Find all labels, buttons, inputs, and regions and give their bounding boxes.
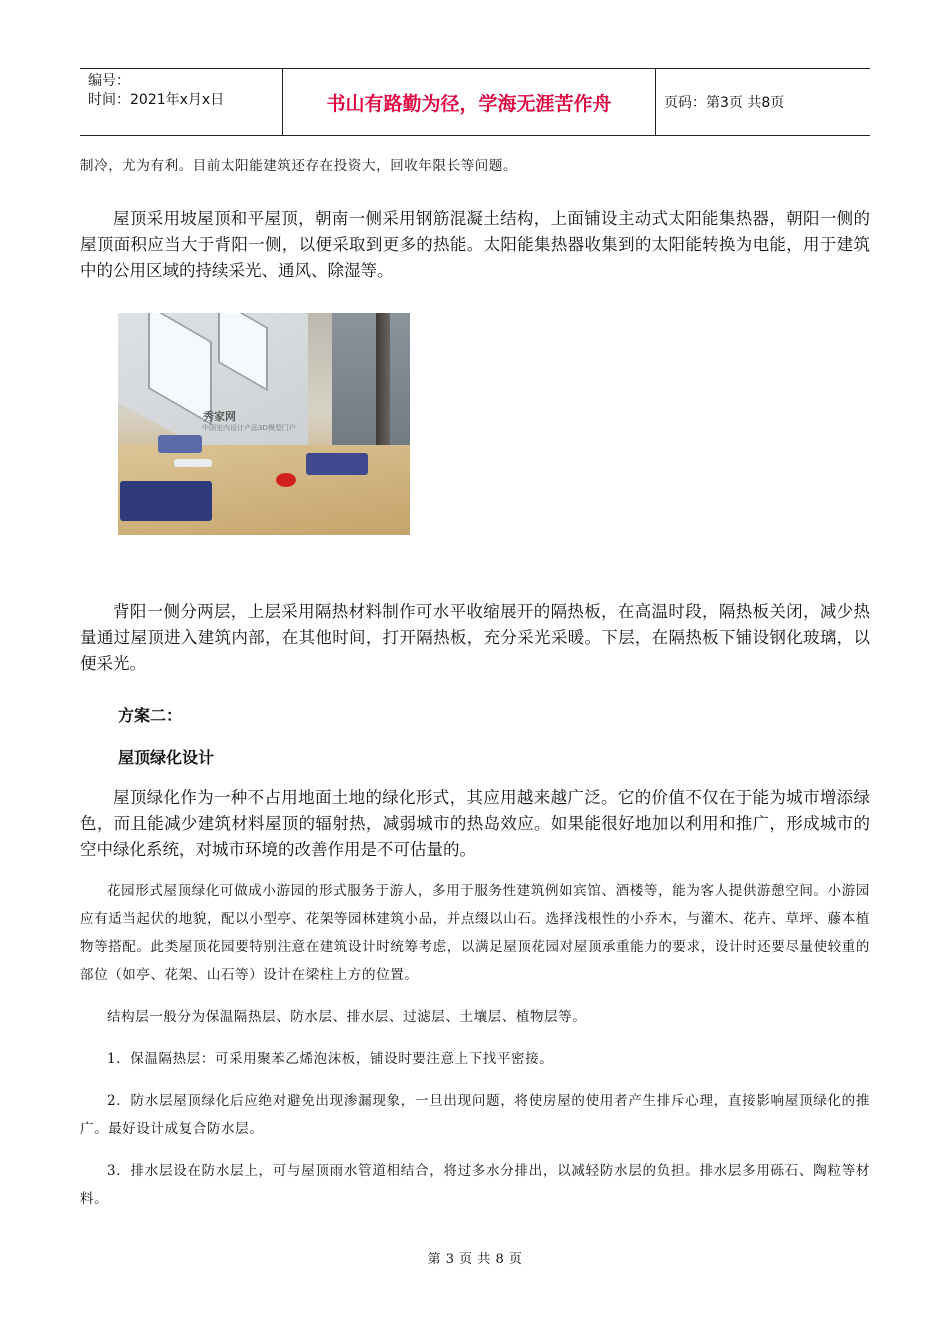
heading-plan-two: 方案二：: [118, 706, 183, 725]
heading-roof-greening: 屋顶绿化设计: [118, 748, 215, 767]
header-motto: 书山有路勤为径，学海无涯苦作舟: [283, 69, 656, 135]
paragraph-2: 屋顶采用坡屋顶和平屋顶，朝南一侧采用钢筋混凝土结构，上面铺设主动式太阳能集热器，朝阳一侧的屋顶面积应当大于背阳一侧，以便采取到更多的热能。太阳能集热器收集到的太阳能转换为电能，用于建筑中的公用区域的持续采光、通风、除湿等。: [80, 209, 870, 280]
header-meta: [80, 69, 283, 135]
paragraph-8: 2．防水层屋顶绿化后应绝对避免出现渗漏现象，一旦出现问题，将使房屋的使用者产生排斥心理，直接影响屋顶绿化的推广。最好设计成复合防水层。: [80, 1093, 870, 1137]
document-body: [80, 152, 870, 1213]
paragraph-3: 背阳一侧分两层，上层采用隔热材料制作可水平收缩展开的隔热板，在高温时段，隔热板关闭，减少热量通过屋顶进入建筑内部，在其他时间，打开隔热板，充分采光采暖。下层，在隔热板下铺设钢化玻璃，以便采光。: [80, 602, 870, 673]
page-footer: 第 3 页 共 8 页: [427, 1252, 523, 1267]
page-header: [80, 68, 870, 136]
paragraph-5: 花园形式屋顶绿化可做成小游园的形式服务于游人，多用于服务性建筑例如宾馆、酒楼等，能为客人提供游憩空间。小游园应有适当起伏的地貌，配以小型亭、花架等园林建筑小品，并点缀以山石。选择浅根性的小乔木，与灌木、花卉、草坪、藤本植物等搭配。此类屋顶花园要特别注意在建筑设计时统筹考虑，以满足屋顶花园对屋顶承重能力的要求，设计时还要尽量使较重的部位（如亭、花架、山石等）设计在梁柱上方的位置。: [80, 883, 870, 983]
image-watermark-sub: 中国室内设计产品3D模型门户: [202, 424, 296, 432]
paragraph-1: 制冷，尤为有利。目前太阳能建筑还存在投资大，回收年限长等问题。: [80, 158, 518, 174]
paragraph-6: 结构层一般分为保温隔热层、防水层、排水层、过滤层、土壤层、植物层等。: [107, 1009, 587, 1025]
attic-interior-photo: [118, 313, 410, 535]
header-page-info: 页码：第3页 共8页: [664, 95, 785, 111]
paragraph-4: 屋顶绿化作为一种不占用地面土地的绿化形式，其应用越来越广泛。它的价值不仅在于能为城市增添绿色，而且能减少建筑材料屋顶的辐射热，减弱城市的热岛效应。如果能很好地加以利用和推广，形成城市的空中绿化系统，对城市环境的改善作用是不可估量的。: [80, 788, 870, 859]
image-watermark: 秀家网: [203, 410, 236, 423]
number-label: 编号：: [88, 73, 130, 89]
paragraph-9: 3．排水层设在防水层上，可与屋顶雨水管道相结合，将过多水分排出，以减轻防水层的负担。排水层多用砾石、陶粒等材料。: [80, 1163, 870, 1207]
paragraph-7: 1．保温隔热层：可采用聚苯乙烯泡沫板，铺设时要注意上下找平密接。: [107, 1051, 554, 1067]
date-label: 时间：2021年x月x日: [88, 92, 225, 108]
